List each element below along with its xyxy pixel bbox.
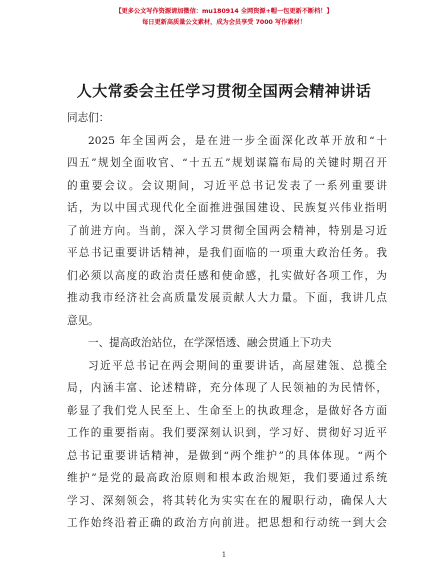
para2-line: 彰显了我们党人民至上、生命至上的执政理念，是做好各方面 [67,404,387,417]
para1-line: 2025 年全国两会，是在进一步全面深化改革开放和“十 [88,134,387,147]
para1-line: 推动我市经济社会高质量发展贡献人大力量。下面，我讲几点 [67,292,387,304]
para1-line: 四五”规划全面收官、“十五五”规划谋篇布局的关键时期召开 [67,157,387,169]
banner-line-1: 【更多公文写作资源请加微信：mu180914 全网资源+帽一包更新不断档！】 [115,8,333,15]
para2-line: 总书记重要讲话精神，是做到“两个维护”的具体体现。“两个 [67,449,387,462]
document-body [67,107,387,535]
para1-line: 的重要会议。会议期间，习近平总书记发表了一系列重要讲 [67,179,387,192]
para1-line: 们必须以高度的政治责任感和使命感，扎实做好各项工作，为 [67,269,387,282]
para2-line: 局，内涵丰富、论述精辟，充分体现了人民领袖的为民情怀， [67,382,387,394]
para1-line: 话，为以中国式现代化全面推进强国建设、民族复兴伟业指明 [67,202,387,214]
para1-line: 平总书记重要讲话精神，是我们面临的一项重大政治任务。我 [67,247,387,259]
para1-line: 意见。 [67,314,99,327]
para1-line: 了前进方向。当前，深入学习贯彻全国两会精神，特别是习近 [67,224,387,237]
para2-line: 工作的重要指南。我们要深刻认识到，学习好、贯彻好习近平 [67,427,387,439]
paragraph-2 [67,355,387,535]
document-title: 人大常委会主任学习贯彻全国两会精神讲话 [76,82,372,100]
salutation: 同志们： [67,112,110,124]
paragraph-1 [67,130,387,333]
para2-line: 学习、深刻领会，将其转化为实实在在的履职行动，确保人大 [67,494,387,507]
page-number: 1 [221,551,227,559]
para2-line: 习近平总书记在两会期间的重要讲话，高屋建瓴、总揽全 [88,359,387,372]
banner-line-2: 每日更新高质量公文素材，成为会员享受 7000 写作素材！ [142,19,306,26]
section-heading-1: 一、提高政治站位，在学深悟透、融会贯通上下功夫 [88,337,332,349]
para2-line: 工作始终沿着正确的政治方向前进。把思想和行动统一到大会 [67,517,387,529]
para2-line: 维护”是党的最高政治原则和根本政治规矩，我们要通过系统 [67,472,387,484]
header-banner [0,6,448,28]
